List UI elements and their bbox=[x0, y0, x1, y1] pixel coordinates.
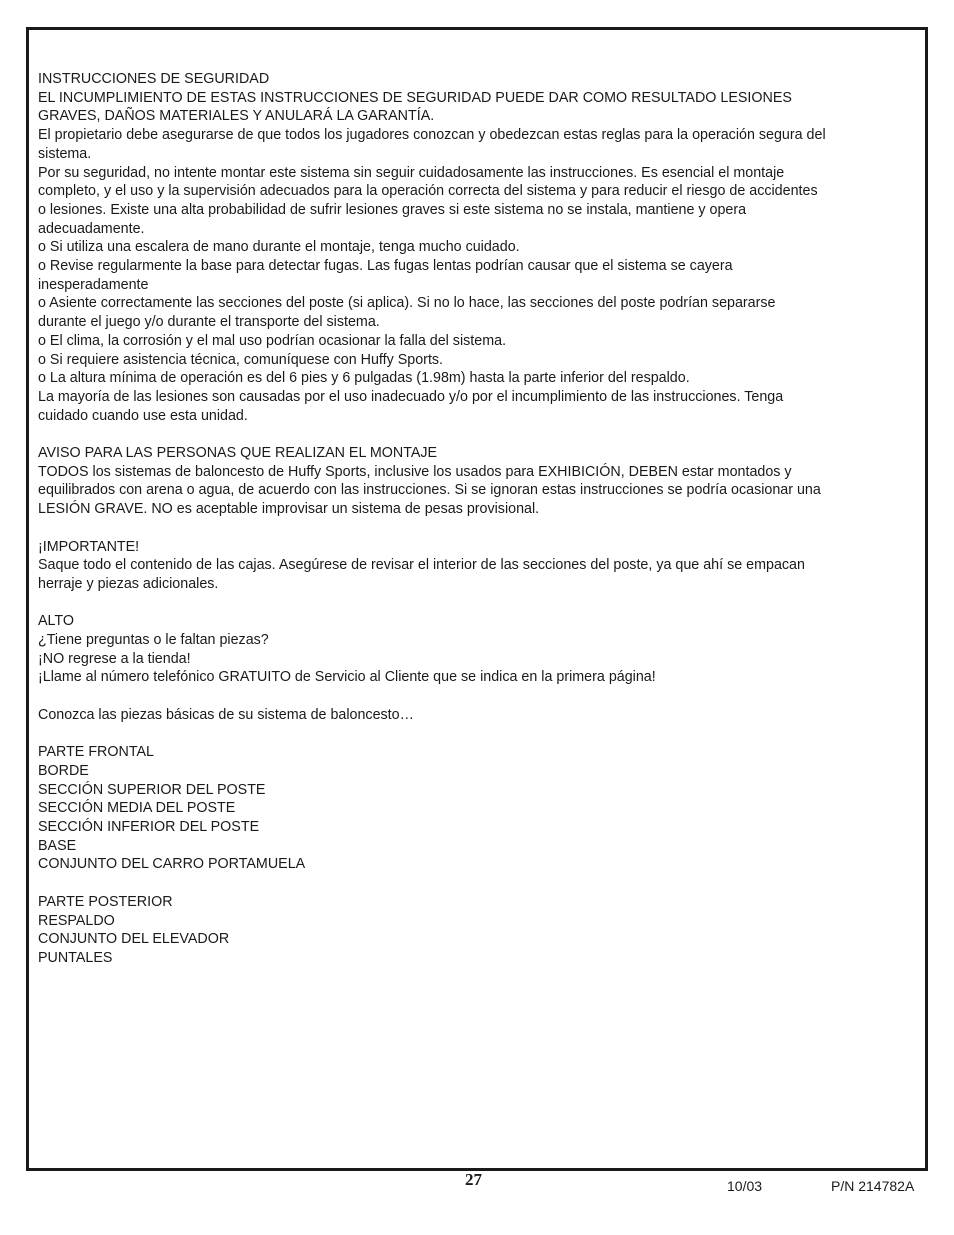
rear-parts-heading: PARTE POSTERIOR bbox=[38, 893, 173, 910]
front-part-item: SECCIÓN INFERIOR DEL POSTE bbox=[38, 819, 260, 836]
safety-bullet: o El clima, la corrosión y el mal uso podrían ocasionar la falla del sistema. bbox=[38, 332, 507, 349]
front-part-item: CONJUNTO DEL CARRO PORTAMUELA bbox=[38, 856, 306, 873]
stop-heading: ALTO bbox=[38, 613, 75, 630]
safety-bullet: o Revise regularmente la base para detectar fugas. Las fugas lentas podrían causar que el sistema se cayera bbox=[38, 258, 733, 275]
safety-line: El propietario debe asegurarse de que todos los jugadores conozcan y obedezcan estas reglas para la operación segura del bbox=[38, 127, 826, 144]
safety-bullet: o Si requiere asistencia técnica, comuníquese con Huffy Sports. bbox=[38, 351, 444, 368]
front-part-item: SECCIÓN SUPERIOR DEL POSTE bbox=[38, 781, 266, 798]
assembler-notice-line: TODOS los sistemas de baloncesto de Huffy Sports, inclusive los usados para EXHIBICIÓN, DEBEN estar montados y bbox=[38, 463, 792, 480]
front-parts-heading: PARTE FRONTAL bbox=[38, 744, 154, 761]
safety-line: Por su seguridad, no intente montar este sistema sin seguir cuidadosamente las instrucciones. Es esencial el montaje bbox=[38, 164, 785, 181]
rear-parts-section bbox=[38, 893, 910, 968]
intro-text: Conozca las piezas básicas de su sistema de baloncesto… bbox=[38, 706, 414, 723]
rear-part-item: RESPALDO bbox=[38, 912, 115, 929]
safety-section bbox=[38, 70, 910, 425]
front-parts-section bbox=[38, 743, 910, 874]
safety-line: sistema. bbox=[38, 145, 92, 162]
safety-line: o lesiones. Existe una alta probabilidad de sufrir lesiones graves si este sistema no se instala, mantiene y opera bbox=[38, 201, 747, 218]
rear-part-item: PUNTALES bbox=[38, 949, 113, 966]
important-line: Saque todo el contenido de las cajas. Asegúrese de revisar el interior de las secciones del poste, ya que ahí se empacan bbox=[38, 557, 805, 574]
important-heading: ¡IMPORTANTE! bbox=[38, 538, 140, 555]
safety-line: GRAVES, DAÑOS MATERIALES Y ANULARÁ LA GARANTÍA. bbox=[38, 108, 435, 125]
important-line: herraje y piezas adicionales. bbox=[38, 575, 219, 592]
safety-heading: INSTRUCCIONES DE SEGURIDAD bbox=[38, 71, 270, 87]
stop-line: ¡NO regrese a la tienda! bbox=[38, 650, 191, 667]
stop-section bbox=[38, 612, 910, 687]
safety-line: adecuadamente. bbox=[38, 220, 145, 237]
assembler-notice-section bbox=[38, 444, 910, 519]
safety-bullet: o La altura mínima de operación es del 6 pies y 6 pulgadas (1.98m) hasta la parte inferior del respaldo. bbox=[38, 370, 690, 387]
front-part-item: BASE bbox=[38, 837, 77, 854]
safety-line: completo, y el uso y la supervisión adecuados para la operación correcta del sistema y para reducir el riesgo de accidentes bbox=[38, 183, 818, 200]
date-code: 10/03 bbox=[727, 1178, 763, 1194]
page-number: 27 bbox=[465, 1170, 482, 1189]
assembler-notice-line: equilibrados con arena o agua, de acuerdo con las instrucciones. Si se ignoran estas instrucciones se podría ocasionar una bbox=[38, 482, 821, 499]
safety-line: inesperadamente bbox=[38, 276, 149, 293]
section-gap bbox=[38, 519, 910, 538]
stop-line: ¡Llame al número telefónico GRATUITO de Servicio al Cliente que se indica en la primera página! bbox=[38, 669, 656, 686]
section-gap bbox=[38, 725, 910, 744]
front-part-item: BORDE bbox=[38, 762, 89, 779]
assembler-notice-line: LESIÓN GRAVE. NO es aceptable improvisar un sistema de pesas provisional. bbox=[38, 501, 540, 518]
safety-line: cuidado cuando use esta unidad. bbox=[38, 407, 248, 424]
section-gap bbox=[38, 687, 910, 706]
assembler-notice-heading: AVISO PARA LAS PERSONAS QUE REALIZAN EL MONTAJE bbox=[38, 445, 438, 462]
safety-bullet: o Asiente correctamente las secciones del poste (si aplica). Si no lo hace, las secciones del poste podrían separarse bbox=[38, 295, 776, 312]
stop-line: ¿Tiene preguntas o le faltan piezas? bbox=[38, 632, 269, 649]
part-number: P/N 214782A bbox=[831, 1178, 915, 1194]
safety-line: La mayoría de las lesiones son causadas por el uso inadecuado y/o por el incumplimiento de las instrucciones. Tenga bbox=[38, 388, 784, 405]
section-gap bbox=[38, 425, 910, 444]
safety-bullet: o Si utiliza una escalera de mano durante el montaje, tenga mucho cuidado. bbox=[38, 239, 520, 256]
safety-line: durante el juego y/o durante el transporte del sistema. bbox=[38, 314, 380, 331]
document-body bbox=[38, 70, 910, 968]
section-gap bbox=[38, 594, 910, 613]
safety-line: EL INCUMPLIMIENTO DE ESTAS INSTRUCCIONES DE SEGURIDAD PUEDE DAR COMO RESULTADO LESIONES bbox=[38, 89, 792, 106]
front-part-item: SECCIÓN MEDIA DEL POSTE bbox=[38, 800, 236, 817]
important-section bbox=[38, 538, 910, 594]
rear-part-item: CONJUNTO DEL ELEVADOR bbox=[38, 931, 230, 948]
section-gap bbox=[38, 874, 910, 893]
intro-section bbox=[38, 706, 910, 725]
